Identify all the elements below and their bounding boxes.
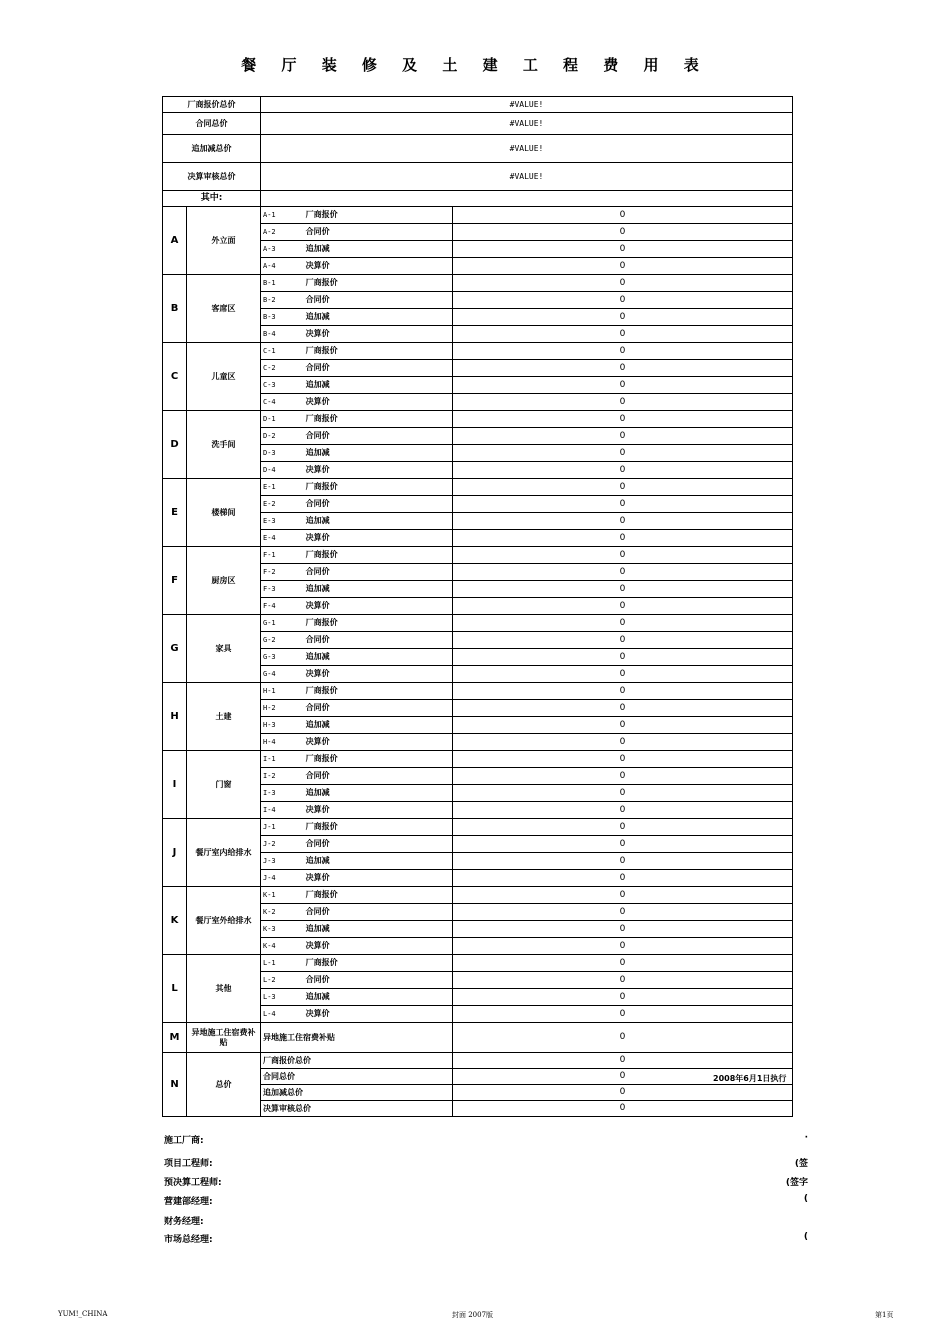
section-name: 儿童区 bbox=[187, 343, 261, 411]
item-name: 厂商报价 bbox=[305, 754, 338, 763]
item-code: J-3 bbox=[263, 857, 276, 865]
summary-value: #VALUE! bbox=[261, 113, 793, 135]
summary-value: #VALUE! bbox=[261, 163, 793, 191]
item-value: 0 bbox=[453, 241, 793, 258]
section-letter: I bbox=[163, 751, 187, 819]
section-letter: B bbox=[163, 275, 187, 343]
item-value: 0 bbox=[453, 1101, 793, 1117]
item-code: J-1 bbox=[263, 823, 276, 831]
signature-label: 施工厂商: bbox=[164, 1136, 204, 1146]
item-code: B-4 bbox=[263, 330, 276, 338]
table-row bbox=[163, 887, 793, 904]
summary-row bbox=[163, 97, 793, 113]
item-code: D-1 bbox=[263, 415, 276, 423]
item-code: J-4 bbox=[263, 874, 276, 882]
item-name: 追加减 bbox=[305, 992, 330, 1001]
item-value: 0 bbox=[453, 734, 793, 751]
item-name: 追加减 bbox=[305, 380, 330, 389]
item-value: 0 bbox=[453, 462, 793, 479]
summary-label: 厂商报价总价 bbox=[163, 97, 261, 113]
item-value: 0 bbox=[453, 207, 793, 224]
item-name: 合同价 bbox=[305, 907, 330, 916]
table-row bbox=[163, 751, 793, 768]
item-value: 0 bbox=[453, 921, 793, 938]
item-name: 厂商报价 bbox=[305, 822, 338, 831]
item-name: 厂商报价 bbox=[305, 346, 338, 355]
item-value: 0 bbox=[453, 1053, 793, 1069]
item-code: F-3 bbox=[263, 585, 276, 593]
item-value: 0 bbox=[453, 598, 793, 615]
item-code: A-2 bbox=[263, 228, 276, 236]
item-value: 0 bbox=[453, 360, 793, 377]
item-code: H-3 bbox=[263, 721, 276, 729]
signature-right: (签字 bbox=[785, 1178, 808, 1188]
item-name: 合同价 bbox=[305, 295, 330, 304]
item-name: 合同价 bbox=[305, 771, 330, 780]
item-value: 0 bbox=[453, 1069, 793, 1085]
item-value: 0 bbox=[453, 955, 793, 972]
section-letter: H bbox=[163, 683, 187, 751]
item-code: E-2 bbox=[263, 500, 276, 508]
item-code: B-1 bbox=[263, 279, 276, 287]
signature-right: ( bbox=[803, 1194, 808, 1204]
table-row bbox=[163, 955, 793, 972]
item-code: I-4 bbox=[263, 806, 276, 814]
footer-center: 封面 2007版 bbox=[452, 1311, 494, 1319]
section-name: 异地施工住宿费补贴 bbox=[187, 1023, 261, 1053]
section-letter: L bbox=[163, 955, 187, 1023]
item-value: 0 bbox=[453, 785, 793, 802]
item-name: 决算价 bbox=[305, 397, 330, 406]
item-name: 厂商报价 bbox=[305, 278, 338, 287]
item-value: 0 bbox=[453, 1085, 793, 1101]
item-code: E-3 bbox=[263, 517, 276, 525]
item-code: D-2 bbox=[263, 432, 276, 440]
item-value: 0 bbox=[453, 717, 793, 734]
summary-row bbox=[163, 135, 793, 163]
item-value: 0 bbox=[453, 547, 793, 564]
item-value: 0 bbox=[453, 530, 793, 547]
item-name: 合同价 bbox=[305, 227, 330, 236]
section-letter: C bbox=[163, 343, 187, 411]
item-value: 0 bbox=[453, 870, 793, 887]
item-value: 0 bbox=[453, 479, 793, 496]
item-value: 0 bbox=[453, 326, 793, 343]
footer-right: 第1页 bbox=[875, 1311, 894, 1319]
section-name: 外立面 bbox=[187, 207, 261, 275]
page-title: 餐 厅 装 修 及 土 建 工 程 费 用 表 bbox=[241, 56, 709, 74]
item-name: 追加减 bbox=[305, 652, 330, 661]
item-code: L-4 bbox=[263, 1010, 276, 1018]
item-value: 0 bbox=[453, 972, 793, 989]
item-code: I-3 bbox=[263, 789, 276, 797]
item-code: H-2 bbox=[263, 704, 276, 712]
item-name: 厂商报价 bbox=[305, 890, 338, 899]
item-name: 追加减 bbox=[305, 924, 330, 933]
summary-label: 追加减总价 bbox=[163, 135, 261, 163]
item-name: 追加减 bbox=[305, 244, 330, 253]
item-value: 0 bbox=[453, 938, 793, 955]
item-value: 0 bbox=[453, 581, 793, 598]
item-name: 追加减 bbox=[305, 516, 330, 525]
item-value: 0 bbox=[453, 394, 793, 411]
item-name: 决算价 bbox=[305, 465, 330, 474]
section-name: 家具 bbox=[187, 615, 261, 683]
section-letter: J bbox=[163, 819, 187, 887]
item-code: F-1 bbox=[263, 551, 276, 559]
section-letter: D bbox=[163, 411, 187, 479]
item-value: 0 bbox=[453, 887, 793, 904]
item-value: 0 bbox=[453, 649, 793, 666]
section-name: 楼梯间 bbox=[187, 479, 261, 547]
signature-label: 项目工程师: bbox=[164, 1159, 213, 1169]
item-value: 0 bbox=[453, 836, 793, 853]
item-name: 厂商报价 bbox=[305, 482, 338, 491]
item-code: G-2 bbox=[263, 636, 276, 644]
table-row bbox=[163, 615, 793, 632]
table-row-m bbox=[163, 1023, 793, 1053]
item-name: 异地施工住宿费补贴 bbox=[261, 1023, 453, 1053]
section-letter: K bbox=[163, 887, 187, 955]
qizhong-label: 其中: bbox=[163, 191, 261, 207]
item-code: D-3 bbox=[263, 449, 276, 457]
item-value: 0 bbox=[453, 564, 793, 581]
item-name: 决算价 bbox=[305, 1009, 330, 1018]
item-value: 0 bbox=[453, 853, 793, 870]
item-code: K-4 bbox=[263, 942, 276, 950]
item-code: F-4 bbox=[263, 602, 276, 610]
item-value: 0 bbox=[453, 411, 793, 428]
item-code: A-1 bbox=[263, 211, 276, 219]
item-code: B-2 bbox=[263, 296, 276, 304]
item-value: 0 bbox=[453, 615, 793, 632]
item-name: 厂商报价 bbox=[305, 618, 338, 627]
table-row bbox=[163, 343, 793, 360]
item-name: 决算价 bbox=[305, 329, 330, 338]
item-value: 0 bbox=[453, 989, 793, 1006]
item-name: 追加减总价 bbox=[261, 1085, 453, 1101]
footer-left: YUM!_CHINA bbox=[58, 1310, 108, 1318]
section-letter: G bbox=[163, 615, 187, 683]
table-row-n bbox=[163, 1053, 793, 1069]
section-name: 总价 bbox=[187, 1053, 261, 1117]
item-value: 0 bbox=[453, 751, 793, 768]
section-letter: N bbox=[163, 1053, 187, 1117]
item-name: 合同价 bbox=[305, 567, 330, 576]
item-name: 决算价 bbox=[305, 601, 330, 610]
item-name: 厂商报价 bbox=[305, 686, 338, 695]
item-name: 追加减 bbox=[305, 720, 330, 729]
item-name: 追加减 bbox=[305, 856, 330, 865]
item-value: 0 bbox=[453, 768, 793, 785]
item-value: 0 bbox=[453, 292, 793, 309]
item-code: L-3 bbox=[263, 993, 276, 1001]
item-name: 合同价 bbox=[305, 363, 330, 372]
item-value: 0 bbox=[453, 802, 793, 819]
item-name: 决算价 bbox=[305, 669, 330, 678]
item-name: 厂商报价 bbox=[305, 550, 338, 559]
item-code: E-4 bbox=[263, 534, 276, 542]
item-code: G-1 bbox=[263, 619, 276, 627]
signature-label: 预决算工程师: bbox=[164, 1178, 222, 1188]
item-name: 决算审核总价 bbox=[261, 1101, 453, 1117]
item-value: 0 bbox=[453, 343, 793, 360]
item-name: 追加减 bbox=[305, 788, 330, 797]
item-code: K-1 bbox=[263, 891, 276, 899]
item-value: 0 bbox=[453, 428, 793, 445]
item-code: K-2 bbox=[263, 908, 276, 916]
section-letter: A bbox=[163, 207, 187, 275]
item-value: 0 bbox=[453, 496, 793, 513]
item-code: I-2 bbox=[263, 772, 276, 780]
item-code: I-1 bbox=[263, 755, 276, 763]
item-name: 追加减 bbox=[305, 448, 330, 457]
item-code: K-3 bbox=[263, 925, 276, 933]
summary-label: 合同总价 bbox=[163, 113, 261, 135]
item-value: 0 bbox=[453, 513, 793, 530]
item-value: 0 bbox=[453, 700, 793, 717]
summary-row bbox=[163, 163, 793, 191]
cost-table bbox=[162, 96, 793, 1117]
item-name: 合同价 bbox=[305, 975, 330, 984]
item-value: 0 bbox=[453, 309, 793, 326]
item-code: A-4 bbox=[263, 262, 276, 270]
item-name: 合同价 bbox=[305, 839, 330, 848]
section-name: 厨房区 bbox=[187, 547, 261, 615]
section-name: 门窗 bbox=[187, 751, 261, 819]
table-row bbox=[163, 275, 793, 292]
item-value: 0 bbox=[453, 258, 793, 275]
item-code: H-1 bbox=[263, 687, 276, 695]
item-value: 0 bbox=[453, 632, 793, 649]
section-name: 其他 bbox=[187, 955, 261, 1023]
section-name: 餐厅室内给排水 bbox=[187, 819, 261, 887]
item-code: C-2 bbox=[263, 364, 276, 372]
summary-row bbox=[163, 113, 793, 135]
item-code: F-2 bbox=[263, 568, 276, 576]
section-letter: M bbox=[163, 1023, 187, 1053]
summary-value: #VALUE! bbox=[261, 135, 793, 163]
item-value: 0 bbox=[453, 445, 793, 462]
qizhong-row bbox=[163, 191, 793, 207]
item-value: 0 bbox=[453, 819, 793, 836]
item-code: A-3 bbox=[263, 245, 276, 253]
item-value: 0 bbox=[453, 904, 793, 921]
table-row bbox=[163, 819, 793, 836]
item-name: 决算价 bbox=[305, 533, 330, 542]
item-value: 0 bbox=[453, 224, 793, 241]
item-value: 0 bbox=[453, 377, 793, 394]
signature-right: · bbox=[804, 1133, 808, 1143]
section-name: 土建 bbox=[187, 683, 261, 751]
execution-date: 2008年6月1日执行 bbox=[713, 1074, 787, 1083]
item-name: 决算价 bbox=[305, 805, 330, 814]
item-code: C-3 bbox=[263, 381, 276, 389]
item-code: E-1 bbox=[263, 483, 276, 491]
item-value: 0 bbox=[453, 275, 793, 292]
section-name: 洗手间 bbox=[187, 411, 261, 479]
item-name: 合同价 bbox=[305, 431, 330, 440]
item-value: 0 bbox=[453, 1006, 793, 1023]
item-code: G-4 bbox=[263, 670, 276, 678]
item-name: 决算价 bbox=[305, 737, 330, 746]
item-name: 追加减 bbox=[305, 584, 330, 593]
signature-label: 营建部经理: bbox=[164, 1197, 213, 1207]
item-name: 合同价 bbox=[305, 635, 330, 644]
item-name: 合同价 bbox=[305, 703, 330, 712]
item-code: D-4 bbox=[263, 466, 276, 474]
item-name: 合同价 bbox=[305, 499, 330, 508]
summary-value: #VALUE! bbox=[261, 97, 793, 113]
section-name: 餐厅室外给排水 bbox=[187, 887, 261, 955]
item-name: 厂商报价总价 bbox=[261, 1053, 453, 1069]
section-name: 客席区 bbox=[187, 275, 261, 343]
section-letter: F bbox=[163, 547, 187, 615]
item-code: B-3 bbox=[263, 313, 276, 321]
signature-right: ( bbox=[803, 1232, 808, 1242]
item-name: 厂商报价 bbox=[305, 414, 338, 423]
item-code: L-2 bbox=[263, 976, 276, 984]
item-value: 0 bbox=[453, 683, 793, 700]
section-letter: E bbox=[163, 479, 187, 547]
item-name: 合同总价 bbox=[261, 1069, 453, 1085]
table-row bbox=[163, 411, 793, 428]
item-code: L-1 bbox=[263, 959, 276, 967]
table-row bbox=[163, 683, 793, 700]
table-row bbox=[163, 479, 793, 496]
item-name: 决算价 bbox=[305, 873, 330, 882]
summary-label: 决算审核总价 bbox=[163, 163, 261, 191]
item-value: 0 bbox=[453, 1023, 793, 1053]
item-code: J-2 bbox=[263, 840, 276, 848]
item-name: 追加减 bbox=[305, 312, 330, 321]
signature-label: 市场总经理: bbox=[164, 1235, 213, 1245]
item-name: 决算价 bbox=[305, 261, 330, 270]
item-code: H-4 bbox=[263, 738, 276, 746]
item-code: G-3 bbox=[263, 653, 276, 661]
item-code: C-1 bbox=[263, 347, 276, 355]
item-name: 厂商报价 bbox=[305, 958, 338, 967]
item-code: C-4 bbox=[263, 398, 276, 406]
signature-label: 财务经理: bbox=[164, 1217, 204, 1227]
item-name: 厂商报价 bbox=[305, 210, 338, 219]
item-name: 决算价 bbox=[305, 941, 330, 950]
table-row bbox=[163, 207, 793, 224]
item-value: 0 bbox=[453, 666, 793, 683]
signature-right: (签 bbox=[794, 1159, 808, 1169]
table-row bbox=[163, 547, 793, 564]
